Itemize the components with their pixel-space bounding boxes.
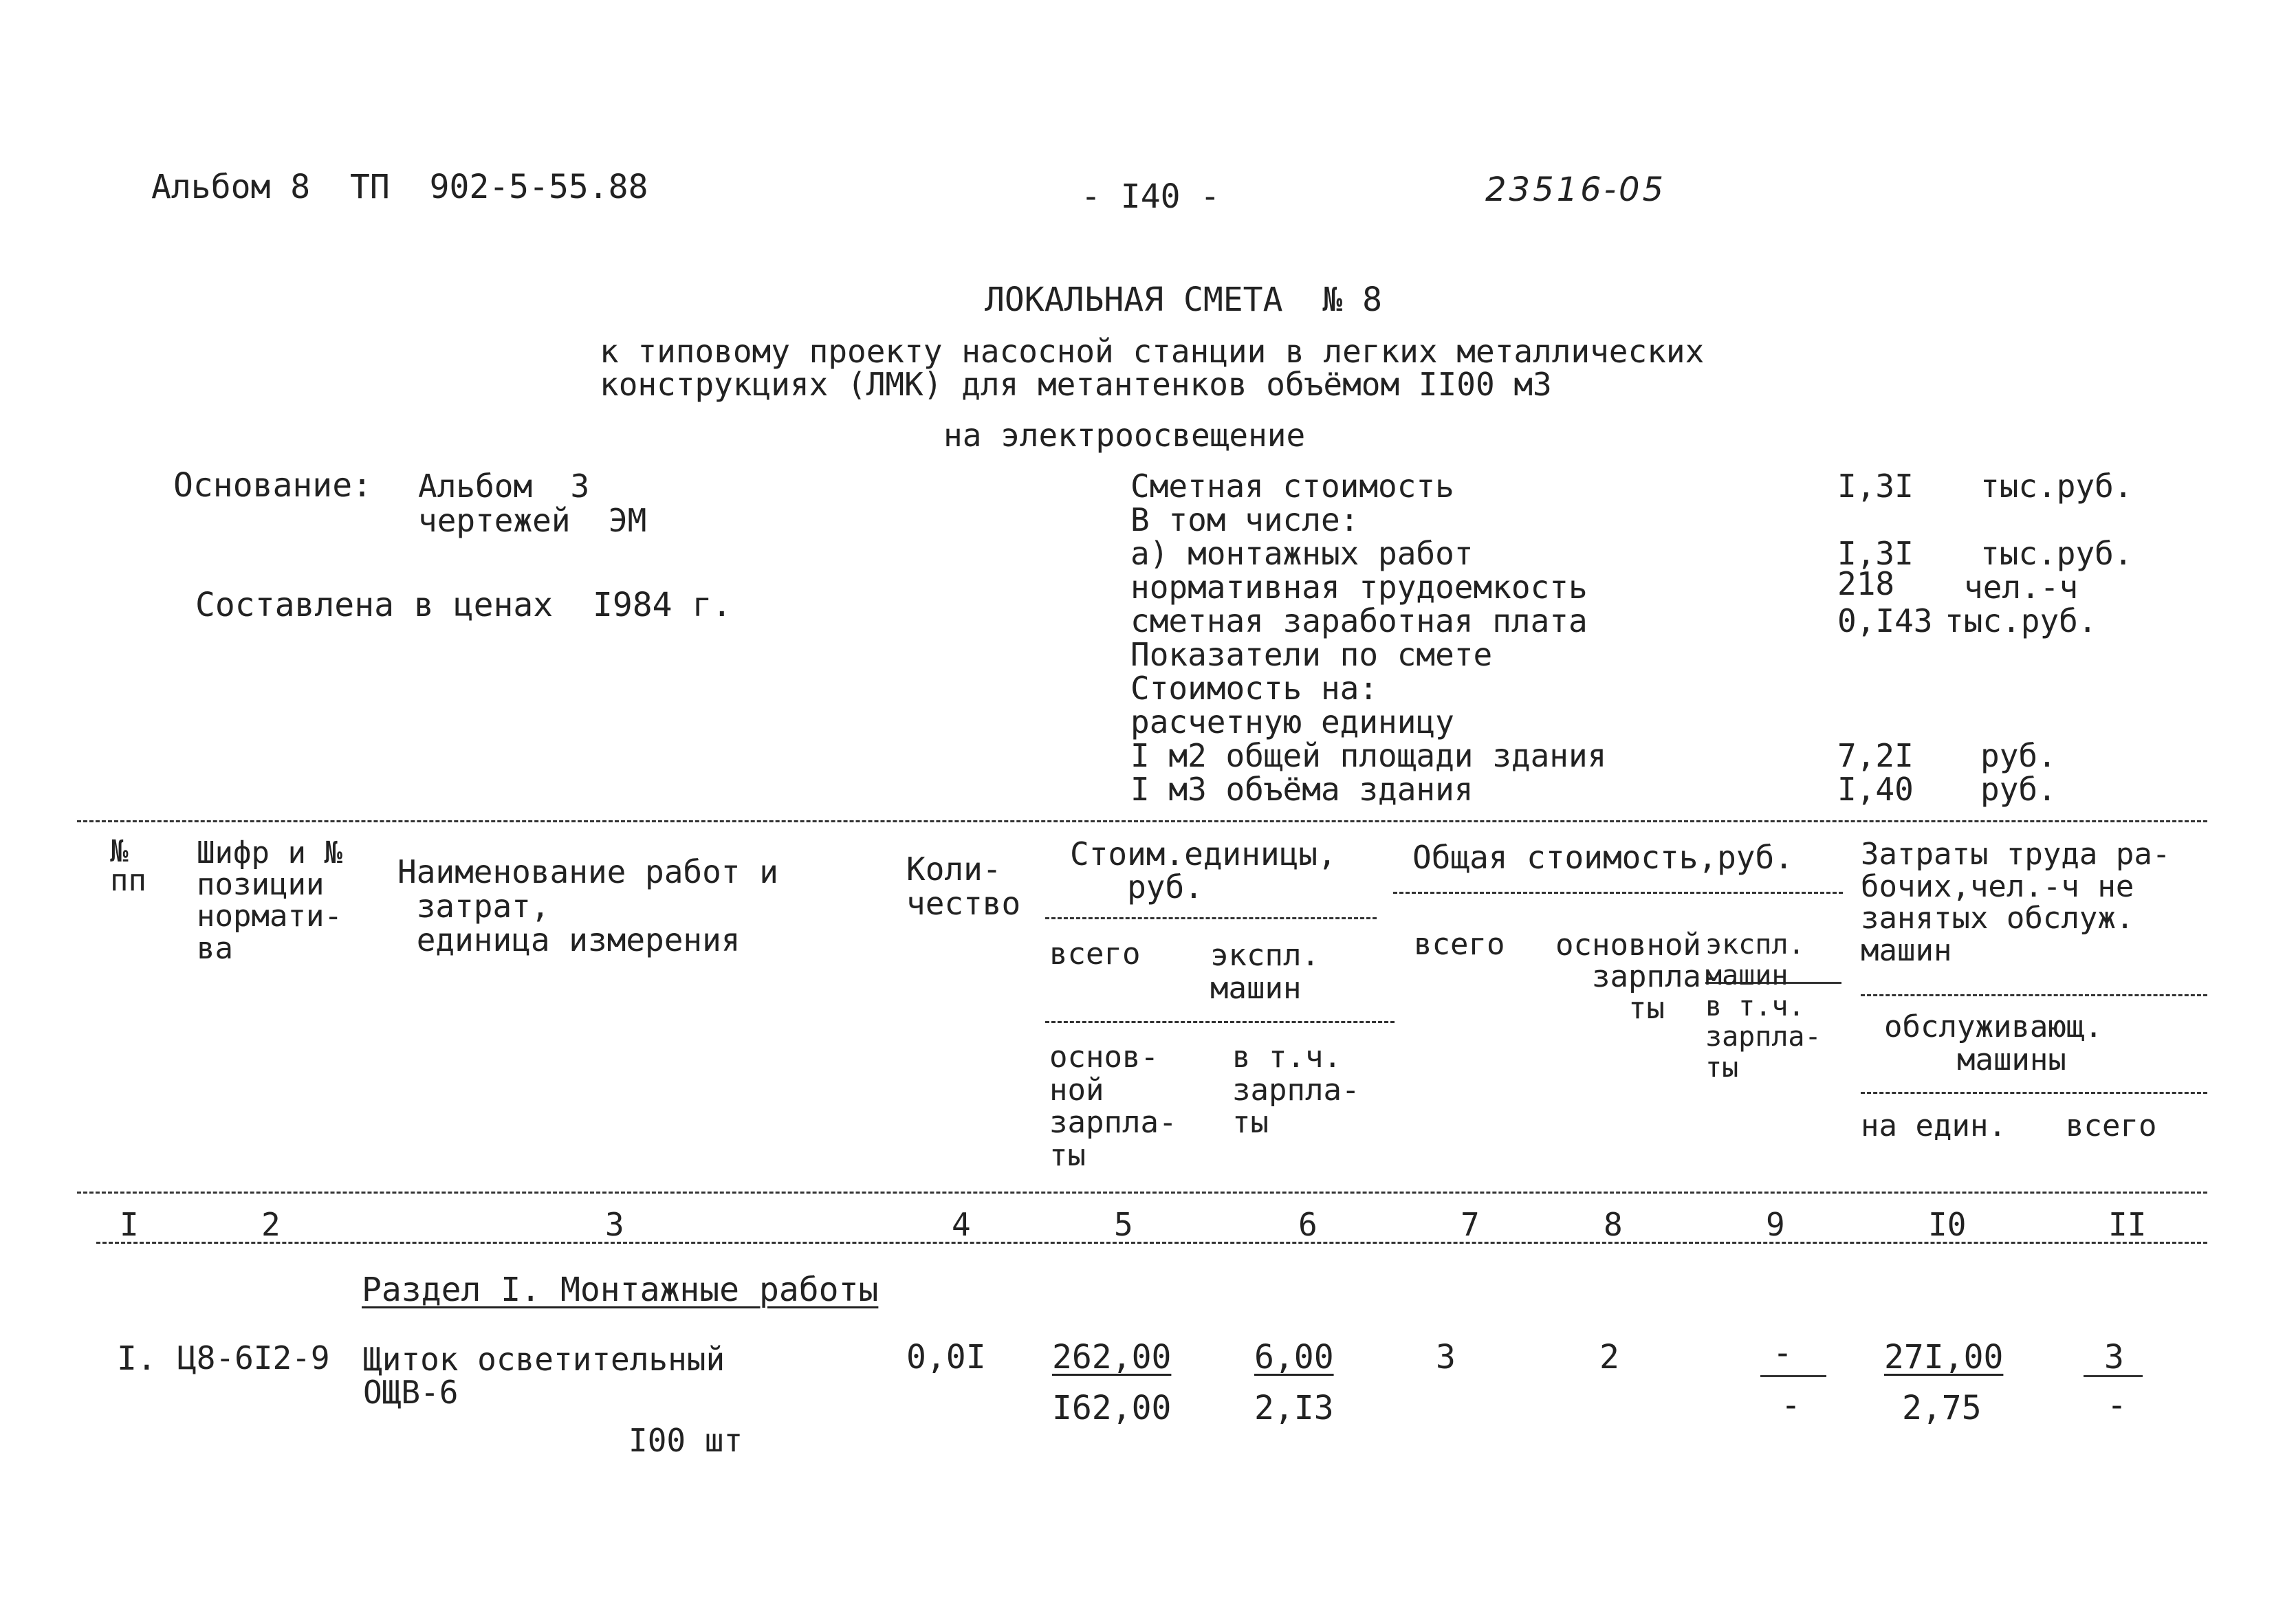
title-subline-3: на электроосвещение	[943, 417, 1306, 454]
header-bottom-rule	[77, 1192, 2207, 1194]
header-rule-unit-cost-lower	[1045, 1021, 1395, 1023]
page-number: - I40 -	[1081, 177, 1221, 216]
row-labor-per-unit: 27I,00	[1884, 1338, 2004, 1376]
header-col11-total: всего	[2066, 1108, 2157, 1143]
table-top-rule	[77, 820, 2207, 822]
summary-unit: чел.-ч	[1964, 569, 2079, 606]
basis-label: Основание:	[173, 466, 372, 505]
summary-label: I м3 объёма здания	[1130, 771, 1474, 808]
summary-unit: тыс.руб.	[1980, 535, 2133, 572]
row-unit-cost-machine-wages: 2,I3	[1254, 1389, 1334, 1427]
column-number: 3	[605, 1206, 624, 1243]
row-number: I.	[117, 1339, 157, 1378]
header-rule-labor	[1861, 994, 2207, 996]
summary-label: Показатели по смете	[1130, 636, 1493, 673]
header-col-code: Шифр и № позиции нормати- ва	[197, 835, 342, 966]
header-col6-machines: экспл. машин	[1210, 938, 1320, 1006]
summary-label: сметная заработная плата	[1130, 602, 1588, 639]
row-unit-cost-wages: I62,00	[1052, 1389, 1172, 1427]
summary-value: I,40	[1837, 771, 1914, 808]
column-number: 7	[1461, 1206, 1480, 1243]
column-number: 5	[1114, 1206, 1133, 1243]
document-title: ЛОКАЛЬНАЯ СМЕТА № 8	[985, 281, 1382, 319]
summary-value: 218	[1837, 565, 1895, 602]
column-number: 2	[261, 1206, 281, 1243]
header-col8-wages: основной зарпла- ты	[1555, 928, 1720, 1027]
column-numbers-rule	[96, 1242, 2207, 1244]
section-title: Раздел I. Монтажные работы	[362, 1271, 879, 1309]
column-number: II	[2108, 1206, 2147, 1243]
row-labor-total: 3	[2104, 1338, 2124, 1376]
header-col5-wages: основ- ной зарпла- ты	[1049, 1040, 1177, 1173]
title-subline-1: к типовому проекту насосной станции в легких металлических	[600, 333, 1705, 370]
album-reference: Альбом 8 ТП 902-5-55.88	[151, 168, 648, 206]
row-unit-cost-total: 262,00	[1052, 1338, 1172, 1376]
header-col-quantity: Коли- чество	[906, 851, 1021, 922]
header-col10-per-unit: на един.	[1861, 1108, 2007, 1143]
summary-unit: тыс.руб.	[1945, 602, 2097, 639]
column-number: 9	[1766, 1206, 1785, 1243]
header-col5-total: всего	[1049, 936, 1141, 972]
row-service-per-unit: 2,75	[1902, 1389, 1982, 1427]
header-unit-cost: Стоим.единицы, руб.	[1070, 835, 1337, 906]
row-total-cost: 3	[1436, 1338, 1456, 1376]
handwritten-document-code: 23516-05	[1485, 171, 1667, 209]
header-col-number: № пп	[110, 834, 146, 898]
row-name-line-2: ОЩВ-6	[363, 1374, 459, 1411]
header-col-name: Наименование работ и затрат, единица измерения	[397, 853, 778, 959]
summary-unit: руб.	[1980, 771, 2057, 808]
summary-label: нормативная трудоемкость	[1130, 569, 1588, 606]
header-labor-service: обслуживающ. машины	[1884, 1009, 2103, 1077]
row-unit-of-measure: I00 шт	[628, 1422, 743, 1459]
row-name-line-1: Щиток осветительный	[363, 1341, 725, 1378]
column-number: I0	[1928, 1206, 1967, 1243]
summary-label: I м2 общей площади здания	[1130, 737, 1607, 774]
header-labor: Затраты труда ра- бочих,чел.-ч не занятых обслуж. машин	[1861, 837, 2171, 968]
header-total-cost: Общая стоимость,руб.	[1412, 839, 1793, 876]
row-unit-cost-machines: 6,00	[1254, 1338, 1334, 1376]
header-col6-machine-wages: в т.ч. зарпла- ты	[1232, 1040, 1360, 1141]
summary-label: Стоимость на:	[1130, 670, 1379, 707]
prices-year-label: Составлена в ценах I984 г.	[195, 586, 732, 624]
row-total-machines: -	[1773, 1334, 1793, 1372]
summary-unit: тыс.руб.	[1980, 468, 2133, 505]
basis-value-line-2: чертежей ЭМ	[418, 502, 647, 539]
header-col7-total: всего	[1414, 927, 1505, 962]
title-subline-2: конструкциях (ЛМК) для метантенков объёмом II00 м3	[600, 366, 1552, 403]
summary-unit: руб.	[1980, 737, 2057, 774]
row-quantity: 0,0I	[906, 1338, 986, 1376]
header-rule-unit-cost	[1045, 917, 1377, 919]
row-total-machine-wages: -	[1781, 1386, 1801, 1425]
header-rule-labor-lower	[1861, 1092, 2207, 1094]
summary-value: 0,I43	[1837, 602, 1933, 639]
summary-label: Сметная стоимость	[1130, 468, 1454, 505]
column-number: 8	[1604, 1206, 1623, 1243]
row-total-machines-underline	[1760, 1375, 1826, 1377]
summary-label: расчетную единицу	[1130, 703, 1454, 740]
row-total-wages: 2	[1599, 1338, 1619, 1376]
summary-value: I,3I	[1837, 468, 1914, 505]
summary-value: 7,2I	[1837, 737, 1914, 774]
column-number: 4	[952, 1206, 971, 1243]
basis-value-line-1: Альбом 3	[418, 468, 590, 505]
summary-value: I,3I	[1837, 535, 1914, 572]
column-number: I	[120, 1206, 139, 1243]
header-col9-machines: экспл. машин в т.ч. зарпла- ты	[1705, 929, 1822, 1084]
row-service-total: -	[2107, 1386, 2127, 1425]
summary-label: а) монтажных работ	[1130, 535, 1474, 572]
column-number: 6	[1298, 1206, 1318, 1243]
row-norm-code: Ц8-6I2-9	[177, 1339, 330, 1376]
header-rule-total-cost	[1393, 892, 1843, 894]
summary-label: В том числе:	[1130, 501, 1359, 538]
